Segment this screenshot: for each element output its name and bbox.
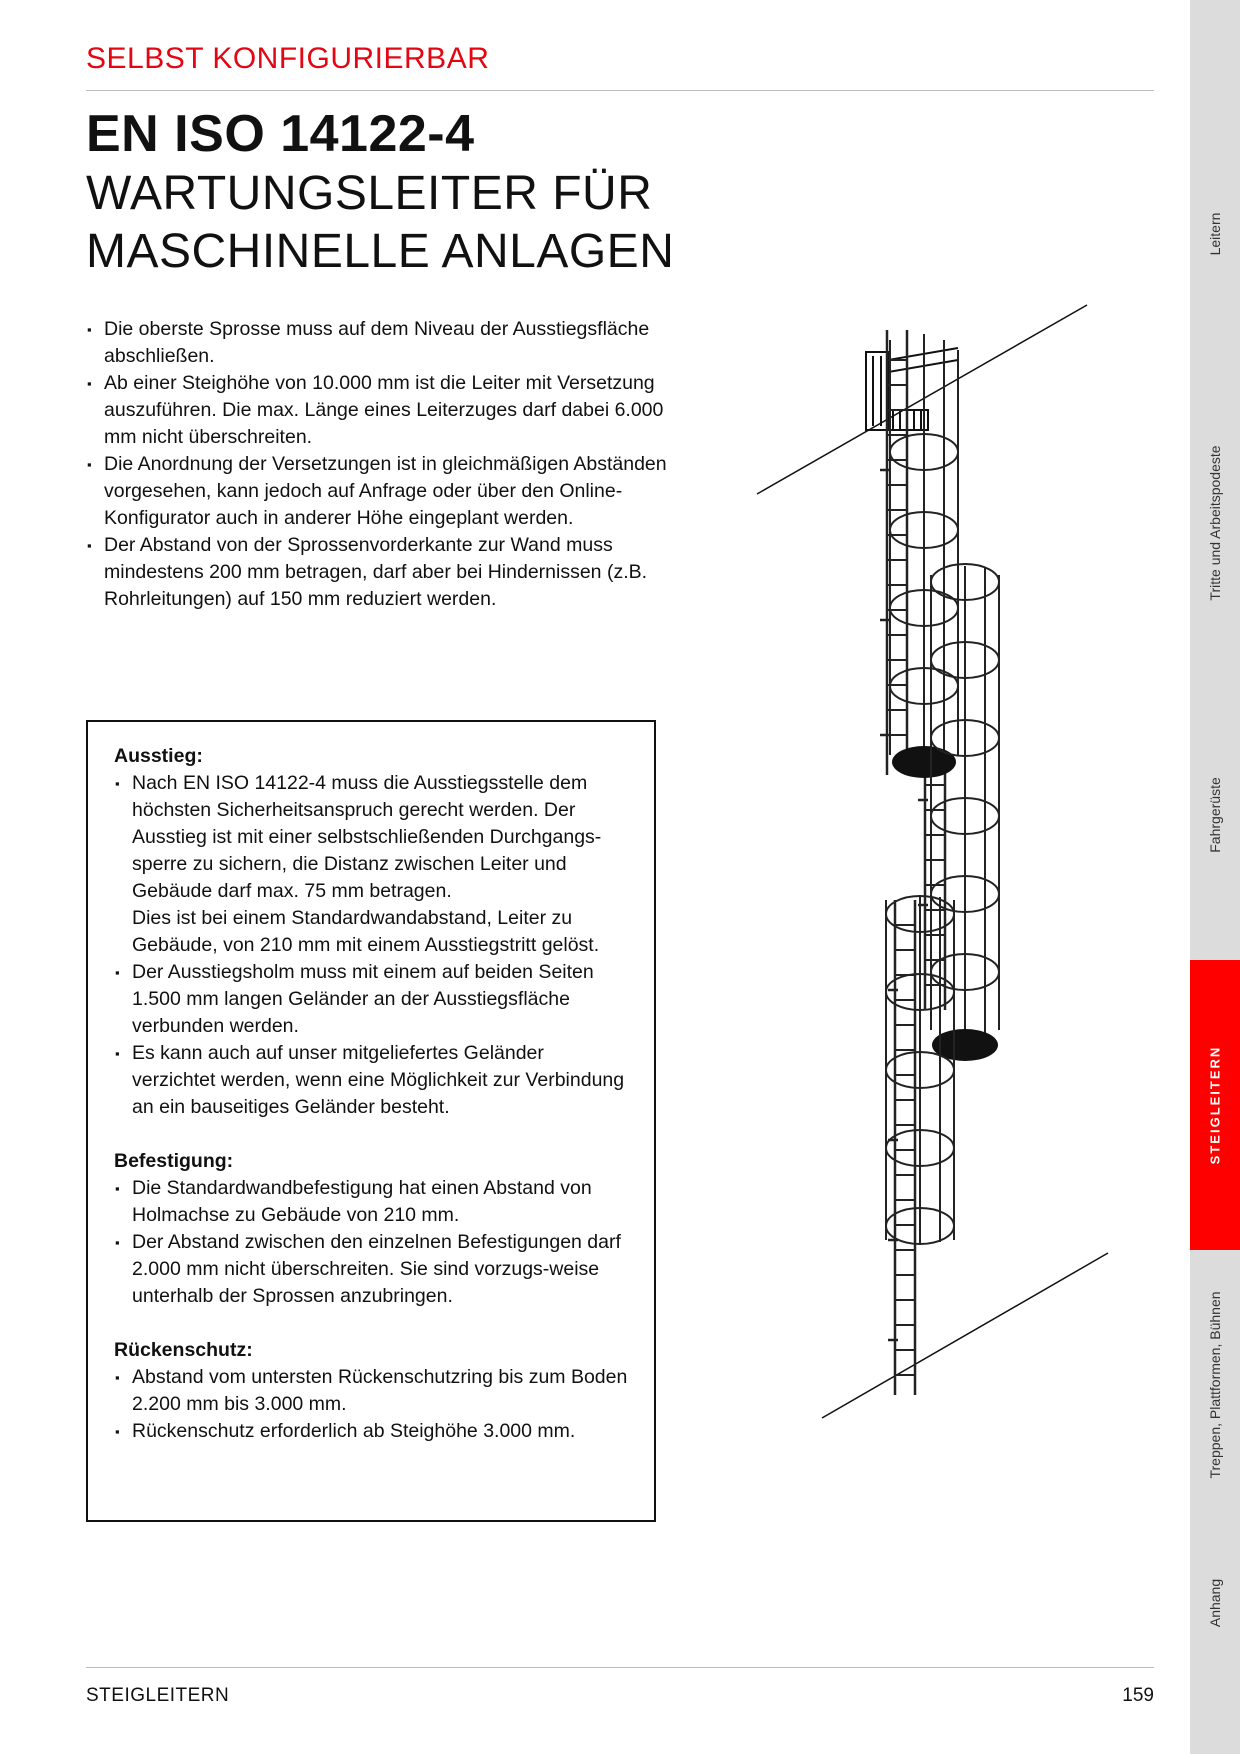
sidebar-tab-tritte-und-arbeitspodeste[interactable]: Tritte und Arbeitspodeste [1207,445,1223,601]
ausstieg-note: Dies ist bei einem Standardwandabstand, Leiter zu Gebäude, von 210 mm mit einem Ausstiegstritt gelöst. [132,907,600,956]
sidebar-tab-steigleitern[interactable]: STEIGLEITERN [1207,1045,1223,1165]
sidebar-tab-fahrgerueste[interactable]: Fahrgerüste [1207,777,1223,853]
rueckenschutz-list [114,1364,628,1445]
footer-section-name: STEIGLEITERN [86,1685,230,1706]
befestigung-heading: Befestigung: [114,1150,234,1172]
intro-item: ▪ Die oberste Sprosse muss auf dem Niveau der Ausstiegsfläche abschließen. [86,316,676,370]
sidebar-tab-leitern[interactable]: Leitern [1207,212,1223,256]
header-divider [86,90,1154,91]
befestigung-list [114,1175,628,1310]
sidebar-tab-treppen-plattformen-buehnen[interactable]: Treppen, Plattformen, Bühnen [1207,1291,1223,1479]
page-title-norm: EN ISO 14122-4 [86,105,475,163]
page-number: 159 [1122,1685,1154,1706]
section-kicker: SELBST KONFIGURIERBAR [86,42,490,75]
ausstieg-heading: Ausstieg: [114,745,203,767]
ausstieg-item-text: Nach EN ISO 14122-4 muss die Ausstiegsstelle dem höchsten Sicherheitsanspruch gerecht werden. Der Ausstieg ist mit einer selbstschließenden Durchgangs-sperre zu sichern, die Distanz zwischen Leiter und Gebäude darf max. 75 mm betragen. [132,772,602,902]
page-title-line-1: WARTUNGSLEITER FÜR [86,167,653,220]
page-title-line-2: MASCHINELLE ANLAGEN [86,225,675,278]
requirements-box [86,720,656,1522]
ausstieg-list [114,770,628,1121]
intro-item: ▪ Ab einer Steighöhe von 10.000 mm ist die Leiter mit Versetzung auszuführen. Die max. Länge eines Leiterzuges darf dabei 6.000 mm nicht überschreiten. [86,370,676,451]
ladder-illustration [740,290,1120,1450]
rueckenschutz-item: ▪ Abstand vom untersten Rückenschutzring bis zum Boden 2.200 mm bis 3.000 mm. [114,1364,628,1418]
ausstieg-item: ▪ Der Ausstiegsholm muss mit einem auf beiden Seiten 1.500 mm langen Geländer an der Ausstiegsfläche verbunden werden. [114,959,628,1040]
ausstieg-item: ▪ Es kann auch auf unser mitgeliefertes Geländer verzichtet werden, wenn eine Möglichkeit zur Verbindung an ein bauseitiges Geländer besteht. [114,1040,628,1121]
rueckenschutz-item: ▪ Rückenschutz erforderlich ab Steighöhe 3.000 mm. [114,1418,628,1445]
rueckenschutz-heading: Rückenschutz: [114,1339,253,1361]
sidebar-tab-anhang[interactable]: Anhang [1207,1578,1223,1628]
ausstieg-item [114,770,628,959]
intro-item: ▪ Der Abstand von der Sprossenvorderkante zur Wand muss mindestens 200 mm betragen, darf aber bei Hindernissen (z.B. Rohrleitungen) auf 150 mm reduziert werden. [86,532,676,613]
intro-list [86,316,676,613]
befestigung-item: ▪ Die Standardwandbefestigung hat einen Abstand von Holmachse zu Gebäude von 210 mm. [114,1175,628,1229]
chapter-sidebar [1190,0,1240,1754]
befestigung-item: ▪ Der Abstand zwischen den einzelnen Befestigungen darf 2.000 mm nicht überschreiten. Sie sind vorzugs-weise unterhalb der Sprossen anzubringen. [114,1229,628,1310]
footer-divider [86,1667,1154,1668]
intro-item: ▪ Die Anordnung der Versetzungen ist in gleichmäßigen Abständen vorgesehen, kann jedoch auf Anfrage oder über den Online-Konfigurator auch in anderer Höhe eingeplant werden. [86,451,676,532]
